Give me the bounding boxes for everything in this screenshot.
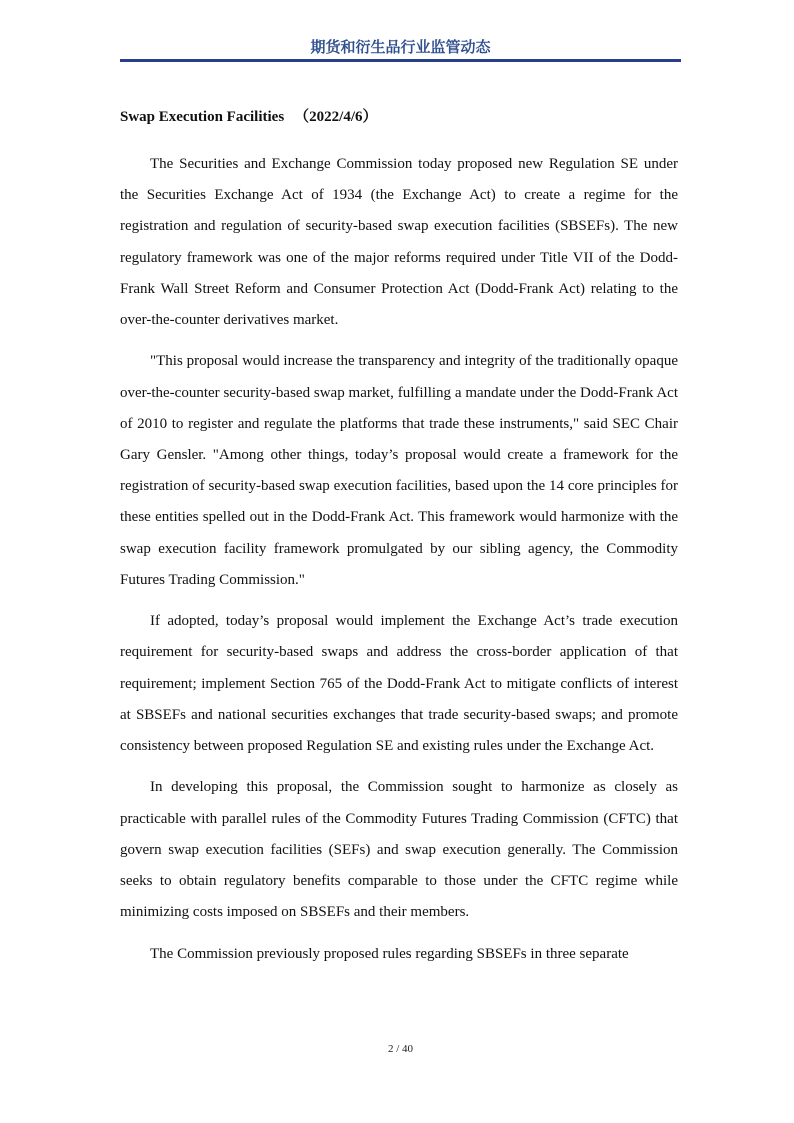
article-date: （2022/4/6） bbox=[294, 109, 378, 125]
paragraph-3: If adopted, today’s proposal would implement the Exchange Act’s trade execution requirement for security-based swaps and address the cross-border application of that requirement; implement Section 765 of the Dodd-Frank Act to mitigate conflicts of interest at SBSEFs and national securities exchanges that trade security-based swaps; and promote consistency between proposed Regulation SE and existing rules under the Exchange Act. bbox=[120, 613, 678, 755]
article-title: Swap Execution Facilities bbox=[120, 109, 285, 125]
article-heading bbox=[120, 106, 681, 128]
paragraph-2: "This proposal would increase the transparency and integrity of the traditionally opaque over-the-counter security-based swap market, fulfilling a mandate under the Dodd-Frank Act of 2010 to register and regulate the platforms that trade these instruments," said SEC Chair Gary Gensler. "Among other things, today’s proposal would create a framework for the registration of security-based swap execution facilities, based upon the 14 core principles for these entities spelled out in the Dodd-Frank Act. This framework would harmonize with the swap execution facility framework promulgated by our sibling agency, the Commodity Futures Trading Commission." bbox=[120, 353, 678, 588]
paragraph-4: In developing this proposal, the Commission sought to harmonize as closely as practicable with parallel rules of the Commodity Futures Trading Commission (CFTC) that govern swap execution facilities (SEFs) and swap execution generally. The Commission seeks to obtain regulatory benefits comparable to those under the CFTC regime while minimizing costs imposed on SBSEFs and their members. bbox=[120, 779, 678, 921]
paragraph-1: The Securities and Exchange Commission today proposed new Regulation SE under the Securities Exchange Act of 1934 (the Exchange Act) to create a regime for the registration and regulation of security-based swap execution facilities (SBSEFs). The new regulatory framework was one of the major reforms required under Title VII of the Dodd-Frank Wall Street Reform and Consumer Protection Act (Dodd-Frank Act) relating to the over-the-counter derivatives market. bbox=[120, 156, 678, 329]
page-number: 2 / 40 bbox=[387, 1043, 414, 1055]
paragraph-5: The Commission previously proposed rules regarding SBSEFs in three separate bbox=[150, 945, 629, 962]
article-body bbox=[120, 149, 678, 980]
header-divider bbox=[120, 59, 681, 62]
running-header-title: 期货和衍生品行业监管动态 bbox=[310, 38, 491, 56]
